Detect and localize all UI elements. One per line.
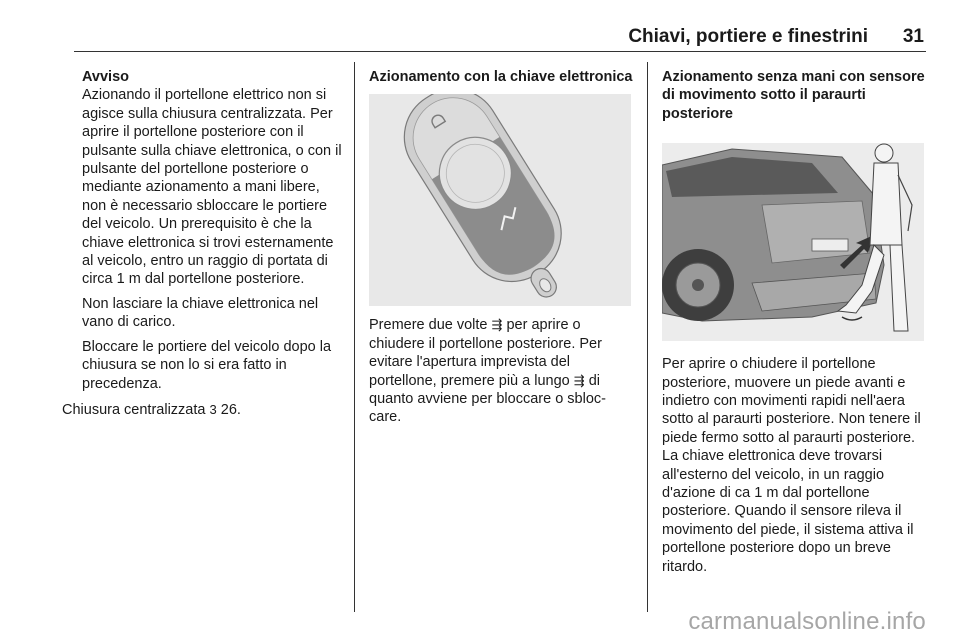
key-instructions [369, 316, 633, 426]
note-paragraph-1: Azionando il portellone elettrico non si agisce sulla chiusura centralizzata. Per aprire il portellone posteriore con il pulsante sulla chiave elettronica, o con il pulsante del portellone posteriore o mediante azionamento a mani libere, non è necessario sbloccare le portiere del veicolo. Un prerequisito è che la chiave elettronica si trovi esternamente al veicolo, entro un raggio di portata di circa 1 m dal portellone posteriore. [82, 87, 342, 288]
tailgate-symbol-icon: ⇶ [491, 317, 503, 333]
column-divider-1 [354, 62, 355, 612]
section-heading-key: Azionamento con la chiave elettronica [369, 69, 633, 85]
watermark: carmanualsonline.info [688, 608, 926, 635]
column-3 [662, 68, 928, 582]
column-divider-2 [647, 62, 648, 612]
note-paragraph-3: Bloccare le portiere del veicolo dopo la chiusura se non lo si era fatto in precedenza. [82, 338, 332, 392]
warning-note [62, 68, 344, 393]
column-2 [369, 68, 633, 433]
key-text-b: per aprire o chiudere il portellone posteriore. Per evitare l'apertura imprevista del portellone, premere più a lungo [369, 317, 602, 389]
key-text-c: di quanto avviene per bloccare o sbloccare. [369, 372, 606, 426]
key-text-a: Premere due volte [369, 317, 488, 334]
note-title: Avviso [82, 69, 130, 85]
column-1 [62, 68, 344, 425]
reference-text: Chiusura centralizzata [62, 401, 206, 418]
page-number: 31 [902, 26, 924, 47]
tailgate-symbol-icon: ⇶ [573, 372, 585, 388]
reference-arrow-icon: 3 [209, 401, 217, 417]
note-paragraph-2: Non lasciare la chiave elettronica nel vano di carico. [82, 295, 319, 331]
key-fob-illustration [369, 94, 631, 306]
header-divider [74, 51, 926, 52]
cross-reference[interactable] [62, 401, 344, 419]
page-header-title: Chiavi, portiere e finestrini [628, 26, 868, 47]
reference-page: 26. [220, 401, 241, 418]
handsfree-body: Per aprire o chiudere il portellone posteriore, muovere un piede avanti e indietro con movimenti rapidi nell'aera sotto al paraurti posteriore. Non tenere il piede fermo sotto al paraurti posteriore. La chiave elettronica deve trovarsi all'esterno del veicolo, in un raggio d'azione di ca 1 m dal portellone posteriore. Quando il sensore rileva il movimento del piede, il sistema attiva il portellone posteriore dopo un breve ritardo. [662, 356, 921, 575]
section-heading-handsfree: Azionamento senza mani con sensore di movimento sotto il paraurti posteriore [662, 69, 925, 122]
car-rear-foot-sensor-illustration [662, 135, 924, 341]
